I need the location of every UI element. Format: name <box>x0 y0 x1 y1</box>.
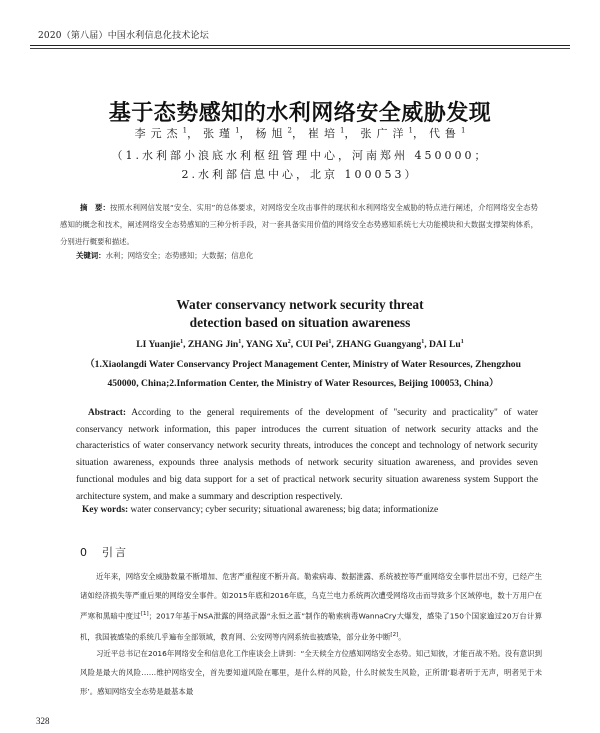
authors-chinese: 李元杰$^1$，张瑾$^1$，杨旭$^2$，崔培$^1$，张广洋$^1$，代鲁$^1$ <box>134 126 466 140</box>
keywords-cn-text: 水利；网络安全；态势感知；大数据；信息化 <box>105 251 254 260</box>
title-en-line2: detection based on situation awareness <box>189 315 411 330</box>
abstract-cn-text: 按照水利网信发展“安全、实用”的总体要求，对网络安全攻击事件的现状和水利网络安全威胁的特点进行阐述，介绍网络安全态势感知的概念和技术，阐述网络安全态势感知的三种分析手段，对一套具备实用价值的网络安全态势感知系统七大功能模块和大数据支撑架构体系，分别进行概要和描述。 <box>60 203 538 246</box>
body-paragraph-1 <box>80 567 542 647</box>
authors-english: LI Yuanjie$^1$, ZHANG Jin$^1$, YANG Xu$^2$, CUI Pei$^1$, ZHANG Guangyang$^1$, DAI Lu$^1$ <box>136 339 464 351</box>
title-english <box>0 296 600 332</box>
citation: [2] <box>390 632 399 639</box>
author-sup: 1 <box>182 126 188 135</box>
author-sup: 1 <box>460 126 466 135</box>
author-sup: 1 <box>180 339 184 345</box>
author-en: ZHANG Guangyang <box>336 339 422 351</box>
author-cn: 张广洋 <box>360 127 409 140</box>
author-sup: 1 <box>460 339 464 345</box>
author-en: ZHANG Jin <box>187 339 239 351</box>
author-sup: 1 <box>340 126 345 135</box>
abstract-chinese <box>60 199 538 250</box>
body-text: 近年来，网络安全威胁数量不断增加、危害严重程度不断升高。勒索病毒、数据泄露、系统被控等严重网络安全事件层出不穷，已经产生诸如经济损失等严重后果的网络安全事件。如2015年底和2016年底，乌克兰电力系统两次遭受网络攻击而导致多个区域停电，数十万用户在严寒和黑暗中度过 <box>80 572 542 621</box>
author-sup: 2 <box>287 339 291 345</box>
author-en: CUI Pei <box>295 339 329 351</box>
author-sup: 1 <box>328 339 332 345</box>
author-cn: 代鲁 <box>428 127 461 140</box>
title-chinese: 基于态势感知的水利网络安全威胁发现 <box>108 101 492 126</box>
abstract-english <box>76 405 538 505</box>
affiliation-cn-line1: （1.水利部小浪底水利枢纽管理中心，河南郑州 450000； <box>111 149 489 162</box>
keywords-en-text: water conservancy; cyber security; situational awareness; big data; informationize <box>130 505 439 515</box>
author-sup: 1 <box>408 126 413 135</box>
abstract-en-text: According to the general requirements of the development of "security and practicality" of water conservancy network information, this paper introduces the current situation of network security attacks and the characteristics of water conservancy network security threats, introduces the concept and technology of network security situation awareness, expounds three analysis methods of network security situation awareness, and provides seven functional modules and big data support for a set of practical network security situation awareness system Support the architecture system, and make a summary and description respectively. <box>76 408 538 502</box>
author-cn: 崔培 <box>308 127 340 140</box>
affiliation-cn-line2: 2.水利部信息中心，北京 100053） <box>181 168 419 181</box>
body-text: 。 <box>398 632 406 642</box>
keywords-chinese <box>76 250 253 261</box>
author-sup: 1 <box>238 339 242 345</box>
section-title: 引言 <box>102 546 128 559</box>
author-sup: 1 <box>421 339 425 345</box>
keywords-cn-label: 关键词： <box>76 251 106 260</box>
citation: [1] <box>140 611 149 618</box>
section-heading <box>80 544 128 560</box>
abstract-en-label: Abstract: <box>88 408 127 418</box>
author-cn: 杨旭 <box>255 127 288 140</box>
header-rule <box>30 45 570 46</box>
author-en: DAI Lu <box>428 339 461 351</box>
section-number: 0 <box>80 546 89 559</box>
header-rule-thin <box>30 48 570 49</box>
affiliation-english: （1.Xiaolangdi Water Conservancy Project Management Center, Ministry of Water Resources, Zhengzhou 450000, China;2.Information Center, the Ministry of Water Resources, Beijing 100053, China） <box>85 359 521 389</box>
abstract-cn-label: 摘 要： <box>80 203 111 212</box>
running-header: 2020（第八届）中国水利信息化技术论坛 <box>38 31 209 41</box>
title-en-line1: Water conservancy network security threat <box>176 297 424 312</box>
author-cn: 李元杰 <box>134 127 183 140</box>
author-en: YANG Xu <box>245 339 288 351</box>
author-cn: 张瑾 <box>203 127 236 140</box>
body-text: ；2017年基于NSA泄露的网络武器“永恒之蓝”制作的勒索病毒WannaCry大爆发，感染了150个国家逾过20万台计算机，我国被感染的系统几乎遍布全部领域，教育网、公安网等内网系统也被感染，部分业务中断 <box>80 611 542 642</box>
keywords-en-label: Key words: <box>82 505 129 515</box>
page-number: 328 <box>36 716 50 726</box>
body-paragraph-2: 习近平总书记在2016年网络安全和信息化工作座谈会上讲到：“全天候全方位感知网络安全态势。知己知彼，才能百战不殆。没有意识到风险是最大的风险……维护网络安全，首先要知道风险在哪里，是什么样的风险，什么时候发生风险，正所谓‘聪者听于无声，明者见于未形’。感知网络安全态势是最基本最 <box>80 649 542 697</box>
keywords-english <box>82 505 438 515</box>
author-sup: 2 <box>287 126 292 135</box>
author-en: LI Yuanjie <box>136 339 181 351</box>
author-sup: 1 <box>235 126 240 135</box>
